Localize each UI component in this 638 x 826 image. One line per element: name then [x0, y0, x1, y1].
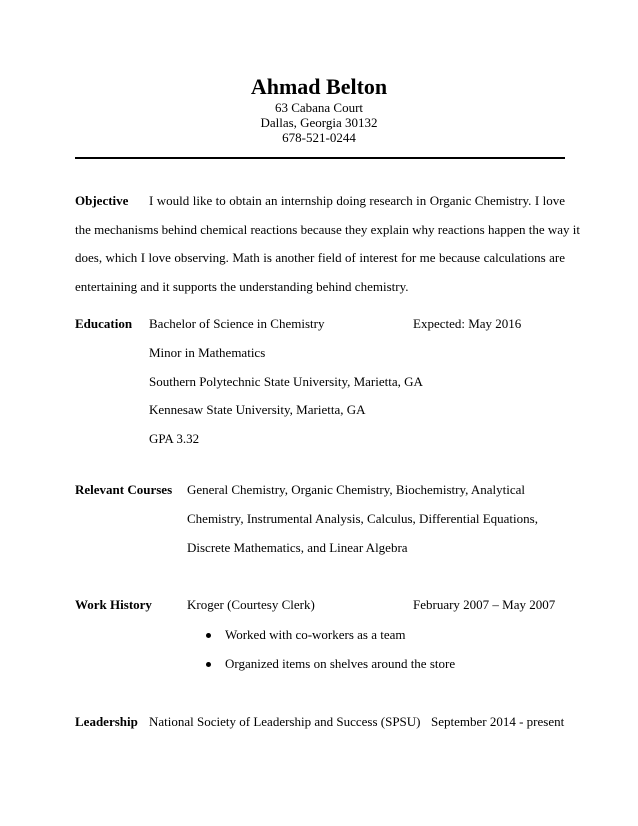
work-history-label: Work History	[75, 597, 152, 612]
header-divider	[75, 157, 565, 159]
leadership-dates: September 2014 - present	[431, 714, 565, 729]
objective-label: Objective	[75, 193, 129, 208]
work-bullet-text: Organized items on shelves around the store	[225, 656, 456, 671]
school-spsu: Southern Polytechnic State University, Marietta, GA	[149, 374, 423, 389]
employer: Kroger (Courtesy Clerk)	[187, 597, 315, 612]
phone-number: 678-521-0244	[282, 130, 356, 145]
resume-name: Ahmad Belton	[250, 74, 388, 99]
work-dates: February 2007 – May 2007	[413, 597, 556, 612]
expected-graduation: Expected: May 2016	[413, 316, 522, 331]
objective-line-4: entertaining and it supports the understanding behind chemistry.	[75, 279, 409, 294]
courses-label: Relevant Courses	[75, 482, 173, 497]
courses-line-3: Discrete Mathematics, and Linear Algebra	[187, 540, 408, 555]
courses-line-2: Chemistry, Instrumental Analysis, Calculus, Differential Equations,	[187, 511, 538, 526]
street-address: 63 Cabana Court	[274, 100, 364, 115]
objective-line-2: the mechanisms behind chemical reactions because they explain why reactions happen the way it	[75, 222, 581, 237]
bullet-icon	[206, 633, 211, 638]
objective-line-3: does, which I love observing. Math is another field of interest for me because calculations are	[75, 250, 565, 265]
objective-line-1: I would like to obtain an internship doing research in Organic Chemistry. I love	[149, 193, 565, 208]
work-bullet-item	[206, 627, 406, 643]
work-bullet-item	[206, 656, 455, 672]
courses-line-1: General Chemistry, Organic Chemistry, Biochemistry, Analytical	[187, 482, 526, 497]
leadership-label: Leadership	[75, 714, 138, 729]
minor: Minor in Mathematics	[149, 345, 266, 360]
leadership-org: National Society of Leadership and Success (SPSU)	[149, 714, 421, 729]
education-label: Education	[75, 316, 133, 331]
gpa: GPA 3.32	[149, 431, 200, 446]
work-bullet-text: Worked with co-workers as a team	[225, 627, 406, 642]
city-state-zip: Dallas, Georgia 30132	[260, 115, 378, 130]
bullet-icon	[206, 662, 211, 667]
degree: Bachelor of Science in Chemistry	[149, 316, 325, 331]
school-ksu: Kennesaw State University, Marietta, GA	[149, 402, 366, 417]
